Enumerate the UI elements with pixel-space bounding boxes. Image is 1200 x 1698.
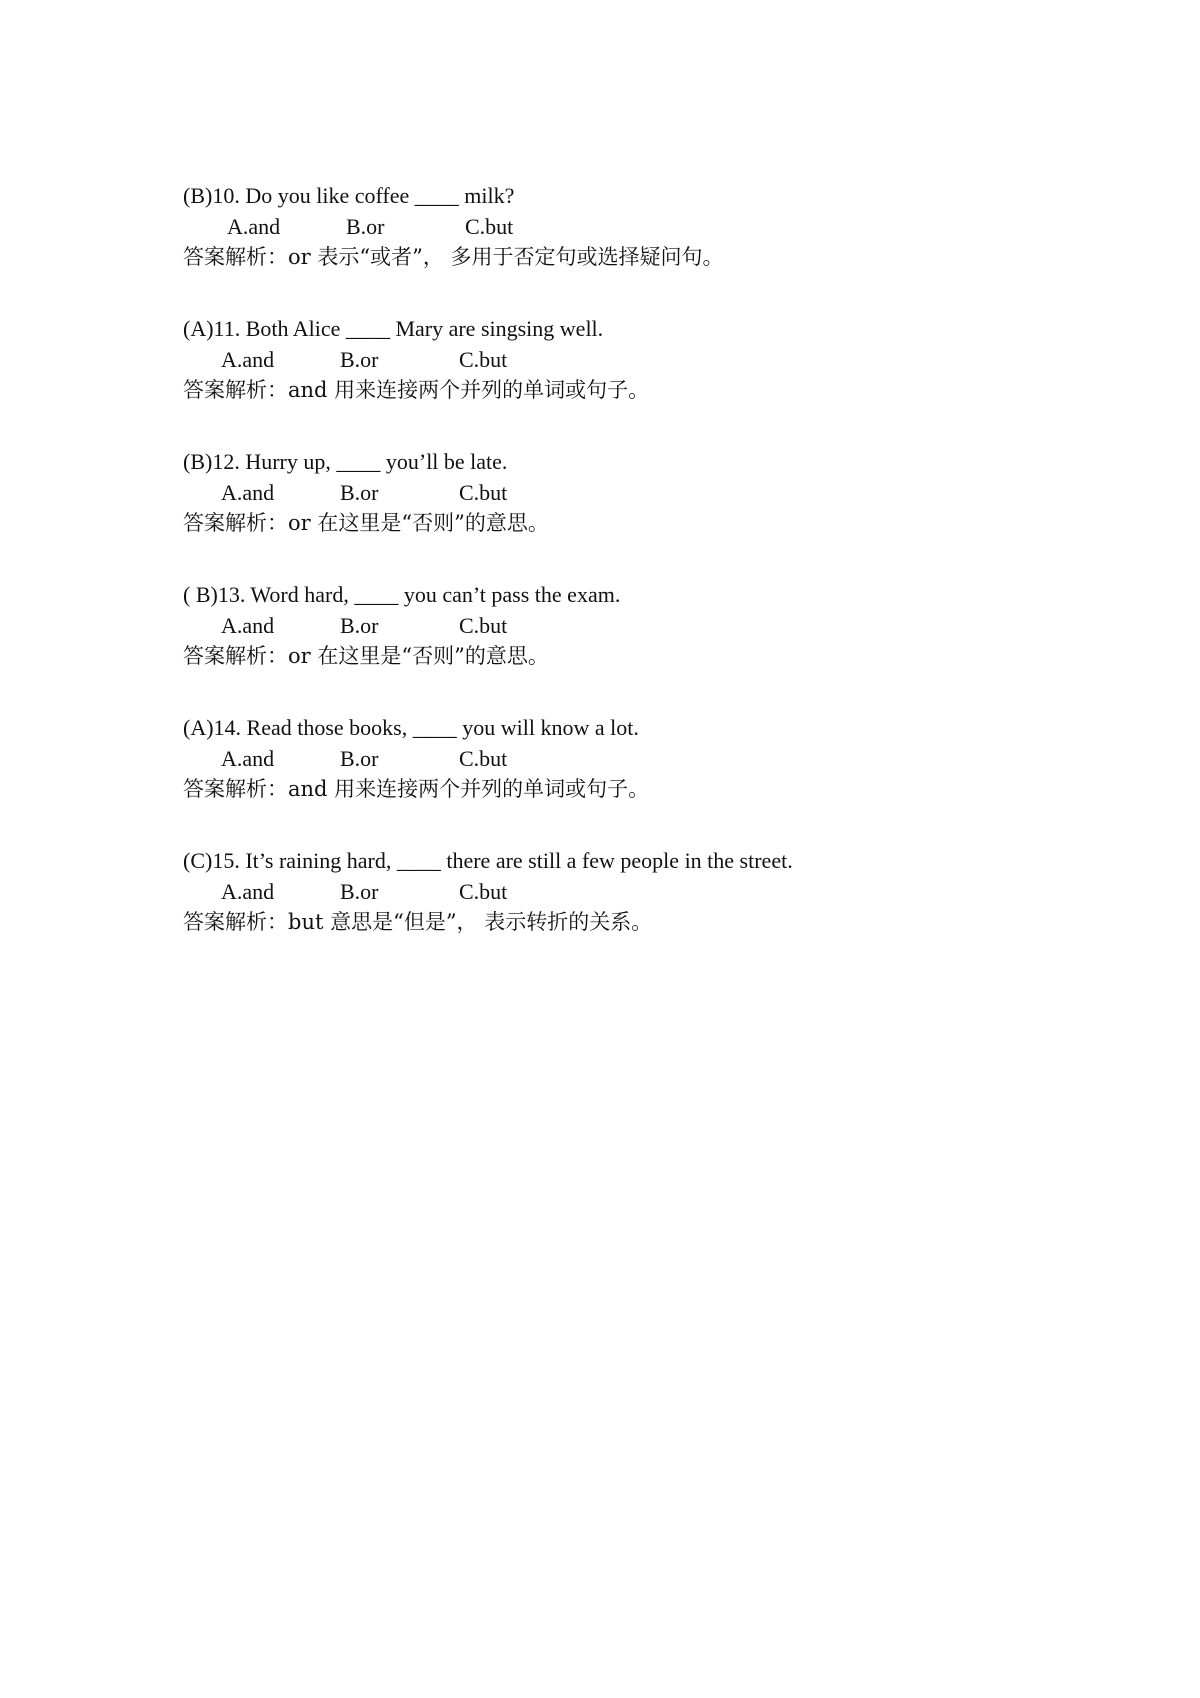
answer-explanation: 答案解析：and 用来连接两个并列的单词或句子。: [183, 378, 650, 402]
question-item: [183, 845, 1083, 938]
option-c: C.but: [459, 347, 508, 372]
option-b: B.or: [340, 746, 379, 771]
answer-explanation: 答案解析：but 意思是“但是”， 表示转折的关系。: [183, 910, 653, 934]
option-b: B.or: [340, 879, 379, 904]
option-c: C.but: [459, 480, 508, 505]
option-a: A.and: [221, 613, 275, 638]
question-stem: (C)15. It’s raining hard, ____ there are still a few people in the street.: [183, 848, 793, 873]
option-row: [183, 211, 1083, 242]
option-b: B.or: [346, 214, 385, 239]
option-row: [183, 743, 1083, 774]
option-c: C.but: [459, 746, 508, 771]
answer-explanation: 答案解析：or 在这里是“否则”的意思。: [183, 511, 549, 535]
question-item: [183, 180, 1083, 273]
option-row: [183, 477, 1083, 508]
option-c: C.but: [459, 879, 508, 904]
option-row: [183, 344, 1083, 375]
option-a: A.and: [221, 746, 275, 771]
option-b: B.or: [340, 347, 379, 372]
question-stem: (B)12. Hurry up, ____ you’ll be late.: [183, 449, 508, 474]
option-a: A.and: [221, 347, 275, 372]
answer-explanation: 答案解析：or 在这里是“否则”的意思。: [183, 644, 549, 668]
question-stem: (A)14. Read those books, ____ you will know a lot.: [183, 715, 639, 740]
option-row: [183, 610, 1083, 641]
option-c: C.but: [465, 214, 514, 239]
question-stem: (A)11. Both Alice ____ Mary are singsing well.: [183, 316, 604, 341]
question-item: [183, 313, 1083, 406]
question-item: [183, 712, 1083, 805]
option-row: [183, 876, 1083, 907]
option-b: B.or: [340, 613, 379, 638]
question-item: [183, 446, 1083, 539]
question-item: [183, 579, 1083, 672]
answer-explanation: 答案解析：and 用来连接两个并列的单词或句子。: [183, 777, 650, 801]
question-list: [183, 180, 1083, 978]
question-stem: ( B)13. Word hard, ____ you can’t pass the exam.: [183, 582, 621, 607]
option-b: B.or: [340, 480, 379, 505]
question-stem: (B)10. Do you like coffee ____ milk?: [183, 183, 515, 208]
option-a: A.and: [227, 214, 281, 239]
option-a: A.and: [221, 879, 275, 904]
option-a: A.and: [221, 480, 275, 505]
option-c: C.but: [459, 613, 508, 638]
answer-explanation: 答案解析：or 表示“或者”， 多用于否定句或选择疑问句。: [183, 245, 724, 269]
